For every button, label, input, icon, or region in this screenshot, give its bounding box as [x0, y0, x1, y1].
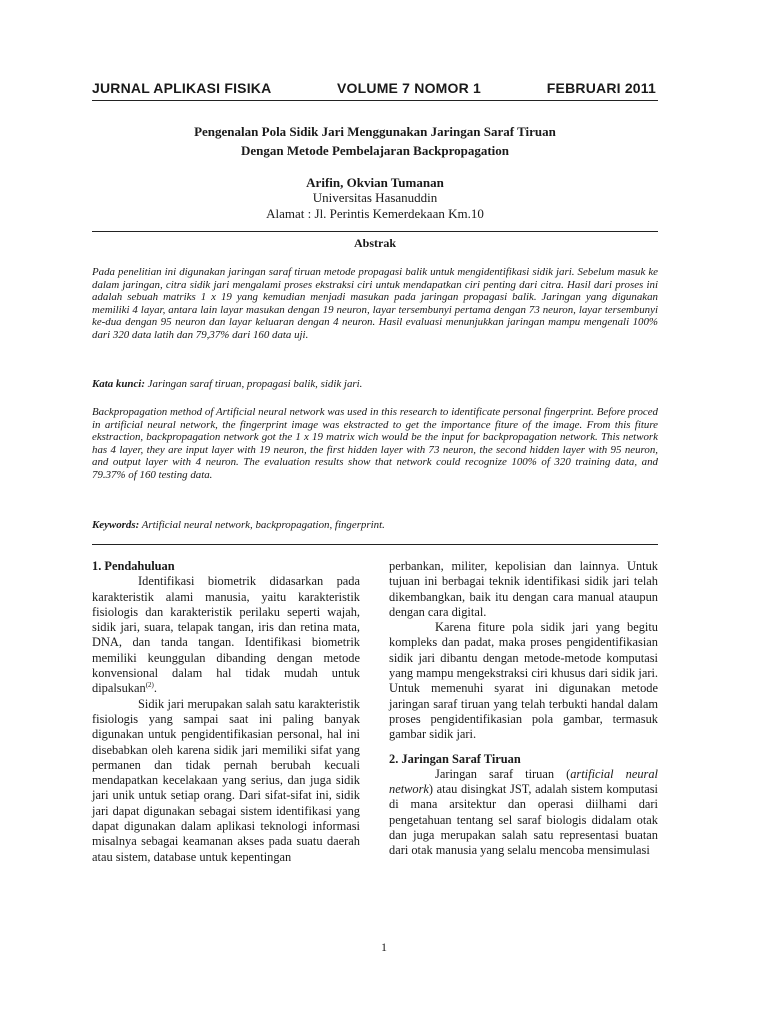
- paper-title-line1: Pengenalan Pola Sidik Jari Menggunakan Jaringan Saraf Tiruan: [194, 124, 556, 139]
- paragraph-end: .: [153, 681, 157, 696]
- page-number: 1: [381, 940, 387, 954]
- journal-date: FEBRUARI 2011: [546, 80, 656, 96]
- paper-title: [92, 122, 658, 160]
- kata-kunci-label: Kata kunci:: [92, 378, 145, 390]
- paper-authors: Arifin, Okvian Tumanan: [306, 175, 444, 190]
- paragraph: [389, 767, 658, 859]
- author-address: Alamat : Jl. Perintis Kemerdekaan Km.10: [266, 206, 484, 221]
- paragraph: Karena fiture pola sidik jari yang begitu kompleks dan padat, maka proses pengidentifikasian sidik jari dibantu dengan metode-metode komputasi yang mampu mengekstraksi ciri khusus dari sidik jari. Untuk memenuhi syarat ini digunakan metode jaringan saraf tiruan yang telah terbukti handal dalam proses pengidentifikasian pola gambar, termasuk gambar sidik jari.: [389, 620, 658, 742]
- section-gap: [389, 743, 658, 752]
- divider-top: [92, 231, 658, 232]
- abstract-heading: Abstrak: [353, 236, 396, 250]
- right-column: [389, 559, 658, 859]
- paper-title-line2: Dengan Metode Pembelajaran Backpropagation: [240, 143, 510, 158]
- journal-name: JURNAL APLIKASI FISIKA: [92, 80, 272, 96]
- journal-volume: VOLUME 7 NOMOR 1: [337, 80, 481, 96]
- citation-ref: (2): [145, 681, 154, 690]
- journal-header: [92, 78, 658, 101]
- keywords-text: Artificial neural network, backpropagation, fingerprint.: [139, 519, 385, 531]
- paragraph: perbankan, militer, kepolisian dan lainnya. Untuk tujuan ini berbagai teknik identifikasi sidik jari telah dikembangkan, baik itu dengan cara manual ataupun dengan cara digital.: [389, 559, 658, 619]
- paragraph: Sidik jari merupakan salah satu karakteristik fisiologis yang sampai saat ini paling banyak digunakan untuk pengidentifikasian personal, hal ini disebabkan oleh karena sidik jari memiliki sifat yang permanen dan tidak pernah berubah kecuali mendapatkan kecelakaan yang serius, dan juga sidik jari unik untuk setiap orang. Dari sifat-sifat ini, sidik jari dapat digunakan sebagai sistem identifikasi yang dapat digunakan dalam aplikasi teknologi informasi misalnya sebagai keamanan akses pada suatu daerah atau sistem, database untuk kepentingan: [92, 696, 360, 864]
- abstract-indonesian: Pada penelitian ini digunakan jaringan saraf tiruan metode propagasi balik untuk mengidentifikasi sidik jari. Sebelum masuk ke dalam jaringan, citra sidik jari mengalami proses ekstraksi ciri untuk mendapatkan ciri penting dari citra. Hasil dari proses ini adalah sebuah matriks 1 x 19 yang kemudian menjadi masukan pada jaringan propagasi balik. Jaringan yang digunakan memiliki 4 layar, antara lain layar masukan dengan 19 neuron, layar tersembunyi pertama dengan 73 neuron, layar tersembunyi ke-dua dengan 95 neuron dan layar keluaran dengan 4 neuron. Hasil evaluasi menunjukkan jaringan mampu mengenali 100% dari 320 data latih dan 79,37% dari 160 data uji.: [92, 266, 658, 341]
- section-heading-pendahuluan: 1. Pendahuluan: [92, 559, 175, 573]
- keywords-label: Keywords:: [92, 519, 140, 531]
- paragraph-text-cont: ) atau disingkat JST, adalah sistem komputasi di mana arsitektur dan operasi diilhami dari pengetahuan tentang sel saraf biologis didalam otak dan juga merupakan salah satu representasi buatan dari otak manusia yang selalu mencoba mensimulasi: [389, 782, 658, 858]
- abstract-kata-kunci: [92, 378, 658, 391]
- kata-kunci-text: Jaringan saraf tiruan, propagasi balik, sidik jari.: [144, 378, 363, 390]
- abstract-keywords: [92, 519, 658, 532]
- italic-term: artificial neural network: [389, 766, 658, 797]
- left-column: [92, 559, 360, 865]
- section-heading-jst: 2. Jaringan Saraf Tiruan: [389, 751, 521, 766]
- divider-bottom: [92, 544, 658, 545]
- abstract-english: Backpropagation method of Artificial neural network was used in this research to identificate personal fingerprint. Before proced in artificial neural network, the fingerprint image was ekstracted to get the importance fiture of the image. From this fiture ekstraction, backpropagation network got the 1 x 19 matrix wich would be the input for backpropagation network. This network has 4 layer, they are input layer with 19 neuron, the first hidden layer with 73 neuron, the second hidden layer with 95 neuron, and output layer with 4 neuron. The evaluation results show that network could recognize 100% of 320 training data, and 79.37% of 160 testing data.: [92, 406, 658, 481]
- paragraph-text: Jaringan saraf tiruan (: [435, 766, 571, 781]
- author-affiliation: Universitas Hasanuddin: [312, 190, 438, 205]
- paragraph: [92, 574, 360, 696]
- paragraph-text: Identifikasi biometrik didasarkan pada karakteristik alami manusia, yaitu karakteristik fisiologis dan karakteristik perilaku seperti wajah, sidik jari, suara, telapak tangan, iris dan retina mata, DNA, dan tanda tangan. Identifikasi biometrik memiliki keunggulan dibanding dengan metode konvensional dalam hal tidak mudah untuk dipalsukan: [92, 574, 360, 696]
